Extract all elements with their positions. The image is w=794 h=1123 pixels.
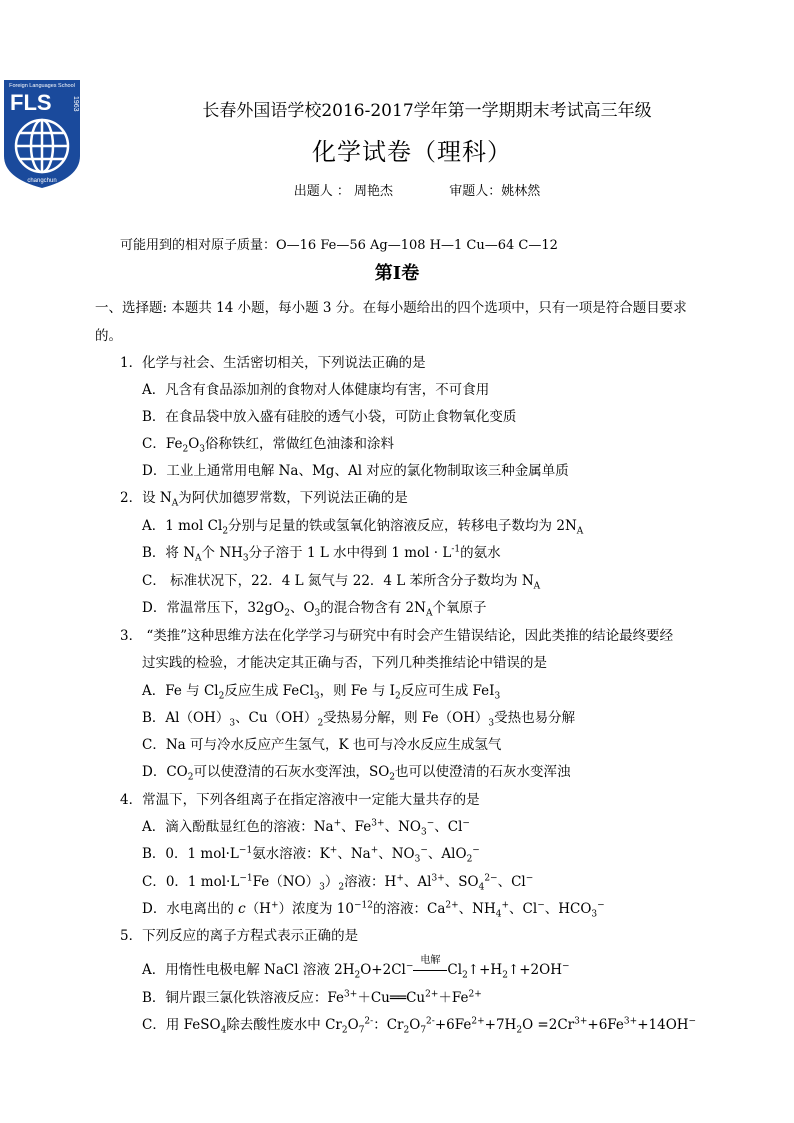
section-title: 第Ⅰ卷 — [374, 263, 420, 284]
exam-title: 化学试卷（理科） — [312, 138, 512, 166]
q2-option-b: B．将 $N_A$个 $NH_3$分子溶于 1 L 水中得到 1 mol · $L^{-1}$的氨水 — [142, 544, 501, 564]
q2-option-d: D．常温常压下，$32gO_2$、$O_3$的混合物含有 $2N_A$个氧原子 — [142, 600, 487, 619]
q3-option-d: D．$CO_2$可以使澄清的石灰水变浑浊，$SO_2$也可以使澄清的石灰水变浑浊 — [142, 764, 571, 783]
q4-option-a: A．滴入酚酞显红色的溶液：Na+、$Fe^{3+}$、$NO_3^-$、Cl− — [142, 818, 470, 838]
atomic-masses: 可能用到的相对原子质量：O—16 Fe—56 Ag—108 H—1 Cu—64 C—12 — [120, 238, 558, 253]
q4-option-c: C．0．1 $mol\cdot L^{-1}Fe(NO)_3)_2$溶液：H+、$Al^{3+}$、$SO_4^{2-}$、Cl− — [142, 873, 534, 893]
q1-option-a: A．凡含有食品添加剂的食物对人体健康均有害，不可食用 — [142, 382, 490, 398]
logo-bottom-text: changchun — [27, 178, 57, 184]
reviewer: 审题人：姚林然 — [449, 184, 541, 199]
q1-option-c: C．$Fe_2O_3$俗称铁红，常做红色油漆和涂料 — [142, 436, 394, 455]
instructions-line-1: 一、选择题: 本题共 14 小题，每小题 3 分。在每小题给出的四个选项中，只有一项是符合题目要求 — [95, 300, 687, 316]
q4-option-b: B．0．1 $mol\cdot L^{-1}$氨水溶液：K+、Na+、$NO_3^-$、AlO$_2$− — [142, 845, 480, 865]
school-title: 长春外国语学校2016-2017学年第一学期期末考试高三年级 — [202, 101, 652, 121]
q3-option-b: B．$Al(OH)_3$、$Cu(OH)_2$受热易分解，则 $Fe(OH)_3$受热也易分解 — [142, 710, 576, 729]
q3-stem-line-1: 3． “类推”这种思维方法在化学学习与研究中有时会产生错误结论，因此类推的结论最终要经 — [120, 628, 674, 644]
q4-option-d: D．水电离出的 c（H+）浓度为 $10^{-12}$的溶液：$Ca^{2+}$、$NH_4^+$、Cl−、$HCO_3^-$ — [142, 900, 605, 920]
logo-top-text: Foreign Languages School — [9, 83, 75, 89]
logo-year: 1963 — [72, 96, 79, 112]
q2-option-c: C． 标准状况下，22．4 L 氮气与 22．4 L 苯所含分子数均为 $N_A$ — [142, 573, 541, 592]
setter: 出题人 ： 周艳杰 — [293, 184, 394, 199]
q1-stem: 1．化学与社会、生活密切相关，下列说法正确的是 — [120, 355, 426, 371]
q3-stem-line-2: 过实践的检验，才能决定其正确与否，下列几种类推结论中错误的是 — [142, 655, 547, 671]
q1-option-b: B．在食品袋中放入盛有硅胶的透气小袋，可防止食物氧化变质 — [142, 409, 517, 425]
q1-option-d: D．工业上通常用电解 Na、Mg、Al 对应的氯化物制取该三种金属单质 — [142, 463, 569, 479]
electrolysis-arrow: 电解 — [413, 962, 447, 978]
q2-stem: 2．设 $N_A$为阿伏加德罗常数，下列说法正确的是 — [120, 490, 408, 509]
q5-stem: 5．下列反应的离子方程式表示正确的是 — [120, 928, 359, 944]
q3-option-c: C．Na 可与冷水反应产生氢气，K 也可与冷水反应生成氢气 — [142, 737, 502, 753]
q4-stem: 4．常温下，下列各组离子在指定溶液中一定能大量共存的是 — [120, 792, 480, 808]
authors-line — [0, 180, 794, 199]
instructions-line-2: 的。 — [95, 328, 122, 344]
q3-option-a: A．Fe 与 $Cl_2$反应生成 FeCl$_3$，则 Fe 与 $I_2$反应可生成 FeI$_3$ — [142, 683, 501, 702]
q5-option-c: C．用 FeSO$_4$除去酸性废水中 $Cr_2O_7^{2-}$：$Cr_2O_7^{2-}+6Fe^{2+}+7H_2O =2Cr^{3+}+6Fe^{3+}+14OH^-$ — [142, 1016, 697, 1036]
q5-option-b: B．铜片跟三氯化铁溶液反应：$Fe^{3+}+Cu══Cu^{2+}+Fe^{2+}$ — [142, 989, 482, 1006]
logo-initials: FLS — [10, 90, 52, 115]
q2-option-a: A．1 mol $Cl_2$分别与足量的铁或氢氧化钠溶液反应，转移电子数均为 $2N_A$ — [142, 518, 584, 537]
q5-option-a: A．用惰性电极电解 NaCl 溶液 $2H_2O+2Cl^-$ 电解 $Cl_2↑+H_2↑+2OH^-$ — [142, 955, 570, 981]
